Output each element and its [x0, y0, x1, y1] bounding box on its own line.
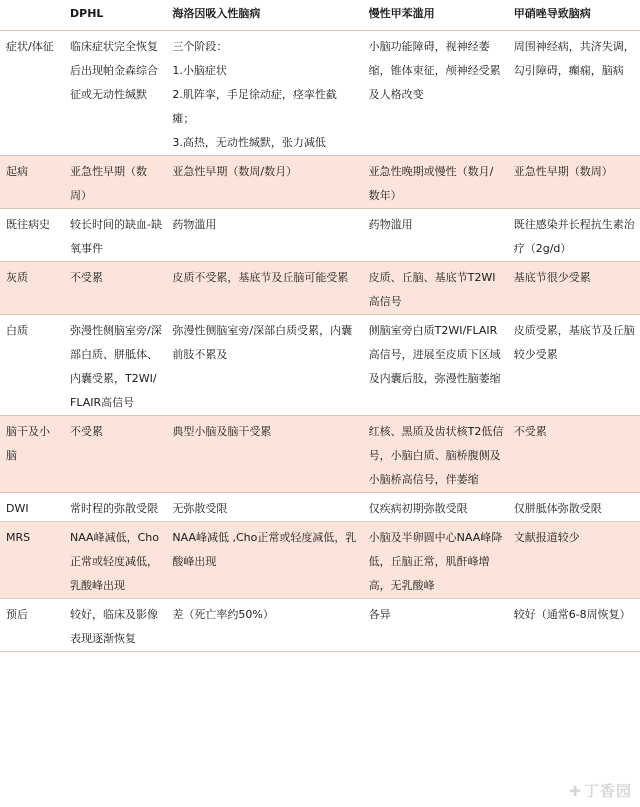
doctor-icon: ✚ — [569, 784, 582, 800]
toluene-cell: 皮质、丘脑、基底节T2WI高信号 — [363, 262, 508, 315]
header-toluene: 慢性甲苯滥用 — [363, 0, 508, 31]
row-label: 起病 — [0, 156, 64, 209]
header-metronidazole: 甲硝唑导致脑病 — [508, 0, 640, 31]
metronidazole-cell: 亚急性早期（数周） — [508, 156, 640, 209]
heroin-cell: 弥漫性侧脑室旁/深部白质受累，内囊前肢不累及 — [166, 315, 362, 416]
heroin-cell: 皮质不受累，基底节及丘脑可能受累 — [166, 262, 362, 315]
cell-line: 3.高热，无动性缄默，张力减低 — [172, 136, 326, 149]
toluene-cell: 各异 — [363, 599, 508, 652]
heroin-cell: 差（死亡率约50%） — [166, 599, 362, 652]
table-row-mrs — [0, 522, 640, 599]
header-dphl: DPHL — [64, 0, 166, 31]
row-label: DWI — [0, 493, 64, 522]
header-row — [0, 0, 640, 31]
cell-line: 1.小脑症状 — [172, 64, 227, 77]
row-label: 灰质 — [0, 262, 64, 315]
heroin-cell: NAA峰减低 ,Cho正常或轻度减低，乳酸峰出现 — [166, 522, 362, 599]
heroin-cell: 药物滥用 — [166, 209, 362, 262]
row-label: 症状/体征 — [0, 31, 64, 156]
watermark-text: 丁香园 — [583, 782, 632, 800]
toluene-cell: 小脑功能障碍，视神经萎缩，锥体束征，颅神经受累及人格改变 — [363, 31, 508, 156]
watermark — [569, 780, 632, 801]
toluene-cell: 仅疾病初期弥散受限 — [363, 493, 508, 522]
metronidazole-cell: 既往感染并长程抗生素治疗（2g/d） — [508, 209, 640, 262]
toluene-cell: 红核、黑质及齿状核T2低信号，小脑白质、脑桥腹侧及小脑桥高信号，伴萎缩 — [363, 416, 508, 493]
row-label: MRS — [0, 522, 64, 599]
dphl-cell: 弥漫性侧脑室旁/深部白质、胼胝体、内囊受累，T2WI/FLAIR高信号 — [64, 315, 166, 416]
row-label: 既往病史 — [0, 209, 64, 262]
row-label: 脑干及小脑 — [0, 416, 64, 493]
metronidazole-cell: 仅胼胝体弥散受限 — [508, 493, 640, 522]
toluene-cell: 药物滥用 — [363, 209, 508, 262]
table-row-prognosis — [0, 599, 640, 652]
table-row-history — [0, 209, 640, 262]
table-row-onset — [0, 156, 640, 209]
table-row-white-matter — [0, 315, 640, 416]
dphl-cell: 常时程的弥散受限 — [64, 493, 166, 522]
toluene-cell: 亚急性晚期或慢性（数月/数年） — [363, 156, 508, 209]
table-row-gray-matter — [0, 262, 640, 315]
toluene-cell: 小脑及半卵圆中心NAA峰降低，丘脑正常，肌酐峰增高，无乳酸峰 — [363, 522, 508, 599]
header-corner — [0, 0, 64, 31]
row-label: 白质 — [0, 315, 64, 416]
heroin-cell: 典型小脑及脑干受累 — [166, 416, 362, 493]
dphl-cell: NAA峰减低，Cho正常或轻度减低，乳酸峰出现 — [64, 522, 166, 599]
metronidazole-cell: 不受累 — [508, 416, 640, 493]
metronidazole-cell: 较好（通常6-8周恢复） — [508, 599, 640, 652]
dphl-cell: 不受累 — [64, 416, 166, 493]
cell-line: 三个阶段： — [172, 40, 228, 53]
metronidazole-cell: 基底节很少受累 — [508, 262, 640, 315]
dphl-cell: 亚急性早期（数周） — [64, 156, 166, 209]
table-row-dwi — [0, 493, 640, 522]
heroin-cell: 亚急性早期（数周/数月） — [166, 156, 362, 209]
metronidazole-cell: 皮质受累，基底节及丘脑较少受累 — [508, 315, 640, 416]
heroin-cell: 无弥散受限 — [166, 493, 362, 522]
table-body — [0, 31, 640, 652]
metronidazole-cell: 周围神经病，共济失调，勾引障碍，癫痫，脑病 — [508, 31, 640, 156]
dphl-cell: 不受累 — [64, 262, 166, 315]
row-label: 预后 — [0, 599, 64, 652]
table-row-brainstem — [0, 416, 640, 493]
toluene-cell: 侧脑室旁白质T2WI/FLAIR高信号，进展至皮质下区域及内囊后肢，弥漫性脑萎缩 — [363, 315, 508, 416]
metronidazole-cell: 文献报道较少 — [508, 522, 640, 599]
dphl-cell: 较长时间的缺血-缺氧事件 — [64, 209, 166, 262]
heroin-cell — [166, 31, 362, 156]
table-row-symptoms — [0, 31, 640, 156]
dphl-cell: 临床症状完全恢复后出现帕金森综合征或无动性缄默 — [64, 31, 166, 156]
dphl-cell: 较好，临床及影像表现逐渐恢复 — [64, 599, 166, 652]
header-heroin: 海洛因吸入性脑病 — [166, 0, 362, 31]
cell-line: 2.肌阵挛，手足徐动症，痉挛性截瘫； — [172, 88, 337, 125]
